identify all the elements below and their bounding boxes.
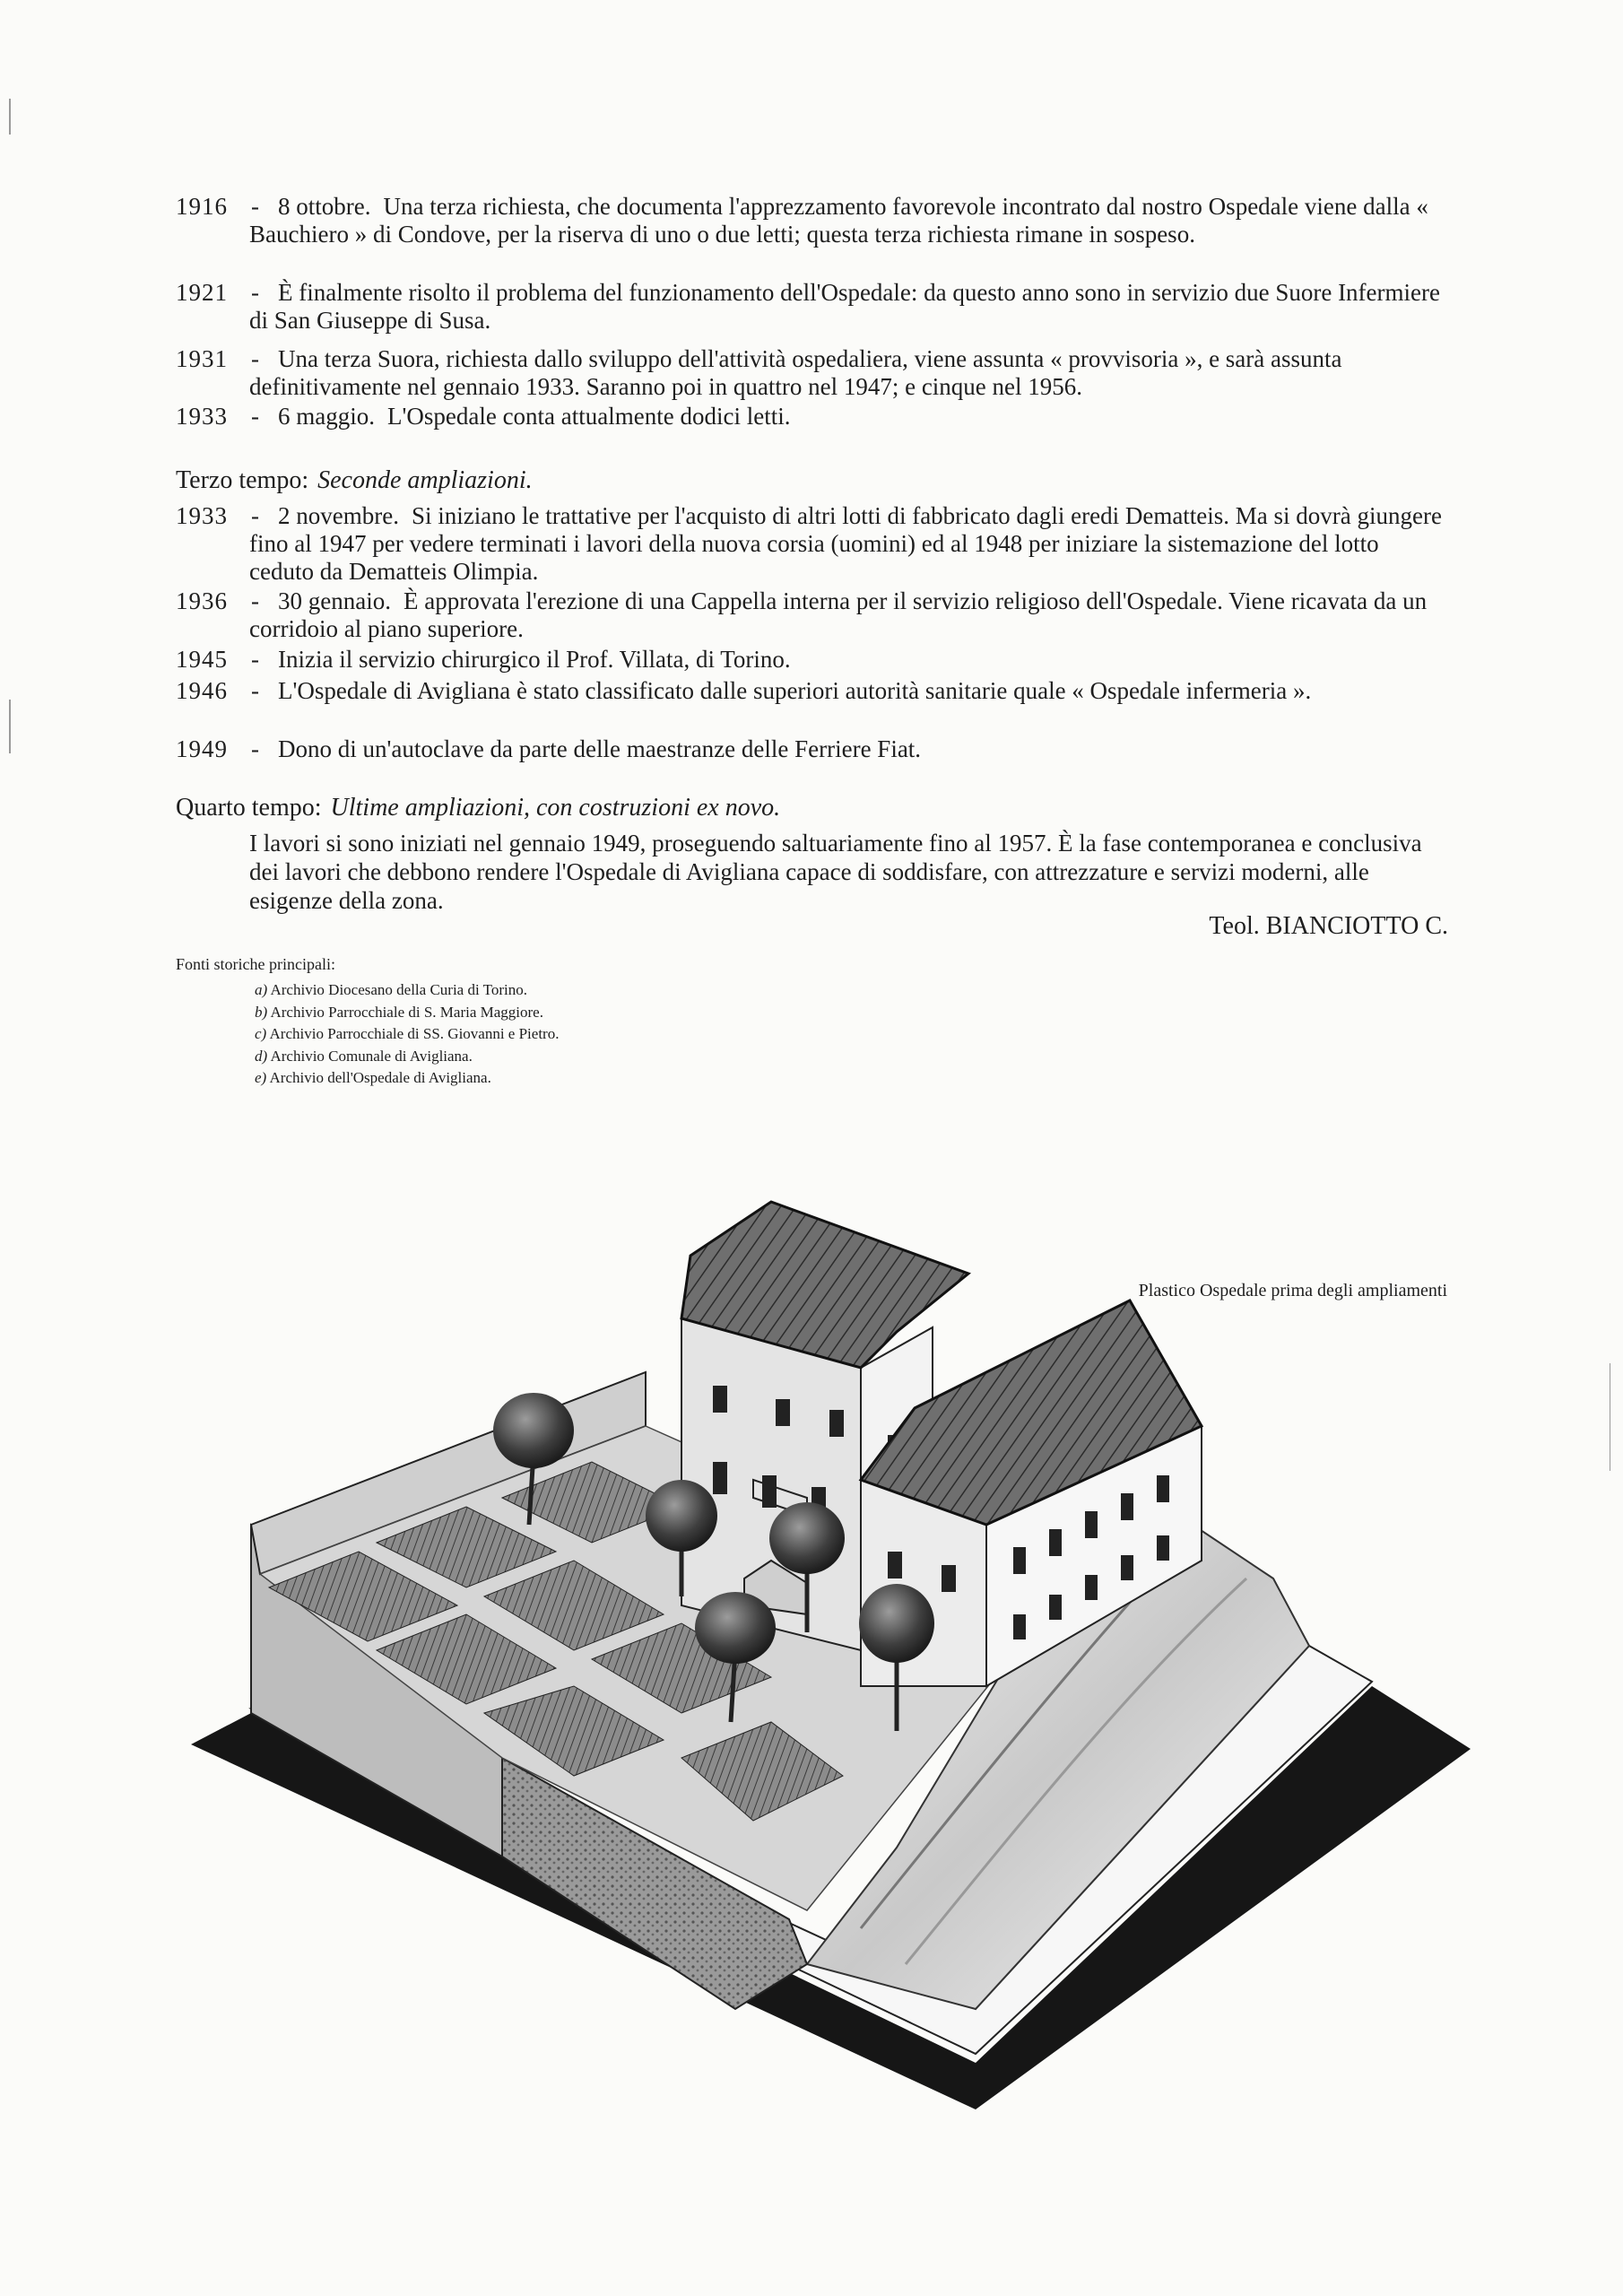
illustration-caption: Plastico Ospedale prima degli ampliamenti	[1138, 1281, 1447, 1300]
source-text: Archivio dell'Ospedale di Avigliana.	[269, 1069, 491, 1086]
entry-text: Inizia il servizio chirurgico il Prof. Villata, di Torino.	[278, 646, 791, 673]
entry-year: 1945	[176, 646, 228, 673]
entry-text: È finalmente risolto il problema del funzionamento dell'Ospedale: da questo anno sono in servizio due Suore Infermiere di San Giuseppe di Susa.	[249, 279, 1440, 334]
entry-year: 1931	[176, 345, 228, 372]
entry-text: È approvata l'erezione di una Cappella interna per il servizio religioso dell'Ospedale. Viene ricavata da un corridoio al piano superiore.	[249, 587, 1428, 642]
source-letter: e)	[255, 1069, 267, 1086]
source-text: Archivio Comunale di Avigliana.	[270, 1047, 473, 1065]
entry-text: L'Ospedale conta attualmente dodici letti.	[387, 403, 791, 430]
section-label: Terzo tempo:	[176, 466, 309, 494]
sources-title: Fonti storiche principali:	[176, 955, 335, 973]
entry-year: 1933	[176, 403, 228, 430]
source-text: Archivio Parrocchiale di SS. Giovanni e Pietro.	[269, 1025, 560, 1042]
entry-dash: -	[251, 403, 259, 430]
entry-dash: -	[251, 502, 259, 529]
entry-date: 2 novembre.	[278, 502, 399, 529]
entry-text: Una terza richiesta, che documenta l'apprezzamento favorevole incontrato dal nostro Ospedale viene dalla « Bauchiero » di Condove, per la riserva di uno o due letti; questa terza richiesta rimane in sospeso.	[249, 193, 1428, 248]
section-label: Quarto tempo:	[176, 794, 322, 822]
entry-text: L'Ospedale di Avigliana è stato classificato dalle superiori autorità sanitarie quale « Ospedale infermeria ».	[278, 677, 1312, 704]
source-letter: a)	[255, 981, 268, 998]
entry-year: 1949	[176, 735, 228, 762]
section-title: Seconde ampliazioni.	[317, 466, 533, 494]
source-text: Archivio Diocesano della Curia di Torino.	[270, 981, 527, 998]
entry-year: 1921	[176, 279, 228, 306]
final-paragraph-text: I lavori si sono iniziati nel gennaio 1949, proseguendo saltuariamente fino al 1957. È la fase contemporanea e conclusiva dei lavori che debbono rendere l'Ospedale di Avigliana capace di soddisfare, con attrezzature e servizi moderni, alle esigenze della zona.	[249, 830, 1422, 914]
source-letter: c)	[255, 1025, 267, 1042]
entry-text: Una terza Suora, richiesta dallo sviluppo dell'attività ospedaliera, viene assunta « provvisoria », e sarà assunta definitivamente nel gennaio 1933. Saranno poi in quattro nel 1947; e cinque nel 1956.	[249, 345, 1342, 400]
entry-date: 30 gennaio.	[278, 587, 391, 614]
entry-date: 8 ottobre.	[278, 193, 371, 220]
entry-dash: -	[251, 735, 259, 762]
entry-year: 1946	[176, 677, 228, 704]
entry-dash: -	[251, 345, 259, 372]
entry-text: Dono di un'autoclave da parte delle maestranze delle Ferriere Fiat.	[278, 735, 922, 762]
author-signature: Teol. BIANCIOTTO C.	[1209, 912, 1448, 940]
source-letter: b)	[255, 1003, 268, 1021]
entry-date: 6 maggio.	[278, 403, 375, 430]
entry-dash: -	[251, 193, 259, 220]
section-title: Ultime ampliazioni, con costruzioni ex novo.	[330, 794, 781, 822]
entry-dash: -	[251, 646, 259, 673]
entry-dash: -	[251, 587, 259, 614]
entry-dash: -	[251, 677, 259, 704]
entry-dash: -	[251, 279, 259, 306]
entry-year: 1916	[176, 193, 228, 220]
source-text: Archivio Parrocchiale di S. Maria Maggiore.	[270, 1003, 543, 1021]
entry-text: Si iniziano le trattative per l'acquisto di altri lotti di fabbricato dagli eredi Dematteis. Ma si dovrà giungere fino al 1947 per vedere terminati i lavori della nuova corsia (uomini) ed al 1948 per iniziare la sistemazione del lotto ceduto da Dematteis Olimpia.	[249, 502, 1442, 585]
entry-year: 1933	[176, 502, 228, 529]
source-letter: d)	[255, 1047, 268, 1065]
entry-year: 1936	[176, 587, 228, 614]
